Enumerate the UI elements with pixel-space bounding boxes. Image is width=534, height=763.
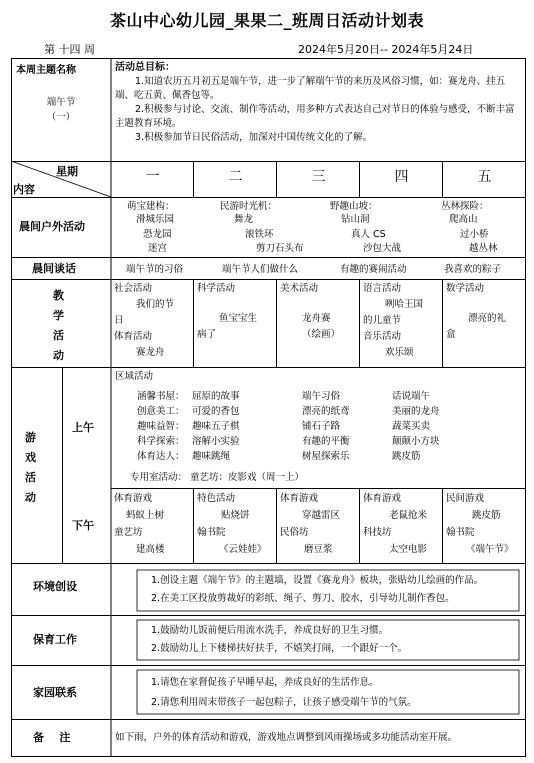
home-item: 2.请您利用周末带孩子一起包粽子，让孩子感受端午节的气氛。 (151, 697, 417, 708)
afternoon-label: 下午 (72, 519, 94, 532)
outdoor-item: 滚铁环 (245, 229, 274, 240)
goals-list (115, 75, 521, 145)
goal-item: 2.积极参与讨论、交流、制作等活动，用多种方式表达自己对节日的体验与感受，不断丰富主题教育环境。 (115, 104, 515, 129)
outdoor-item: 舞龙 (234, 214, 254, 225)
content-header: 内容 (13, 183, 35, 196)
special-room-activity: 专用室活动： 童艺坊：皮影戏（周一上） (130, 472, 305, 483)
outdoor-item: 真人 CS (351, 229, 386, 240)
area-row: 涵馨书屋： 屈原的故事 端午习俗 话说端午 (137, 391, 431, 402)
area-row: 体育达人： 趣味跳绳 树屋探索乐 跳皮筋 (137, 451, 421, 462)
page-title: 茶山中心幼儿园_果果二_班周日活动计划表 (109, 11, 424, 30)
outdoor-group-title: 丛林探险： (441, 201, 489, 212)
pm-cell-thu: 体育游戏 老鼠抢米 科技坊 太空电影 (363, 493, 428, 555)
outdoor-item: 过小桥 (460, 229, 489, 240)
outdoor-item: 剪刀石头布 (256, 243, 304, 254)
game-label: 游 戏 活 动 (25, 431, 36, 504)
day-header-wed: 三 (311, 169, 326, 185)
talk-item: 我喜欢的粽子 (444, 264, 502, 275)
teaching-cell-tue: 科学活动 鱼宝宝生 病了 (197, 283, 258, 340)
theme-number: （一） (46, 112, 76, 123)
home-list (151, 673, 417, 713)
morning-label: 上午 (72, 421, 94, 434)
teaching-cell-thu: 语言活动 咧哈王国 的儿童节 音乐活动 欢乐颂 (363, 283, 424, 358)
outdoor-item: 沙包大战 (363, 243, 402, 254)
remark-label: 备 注 (33, 731, 71, 744)
area-row: 创意美工： 可爱的香包 漂亮的纸鸢 美丽的龙舟 (137, 406, 440, 417)
env-label: 环境创设 (33, 580, 77, 593)
outdoor-item: 恐龙园 (143, 229, 172, 240)
teaching-cell-wed: 美术活动 龙舟赛 （绘画） (280, 283, 341, 340)
care-item: 1.鼓励幼儿饭前便后用流水洗手，养成良好的卫生习惯。 (151, 625, 389, 636)
pm-cell-fri: 民间游戏 跳皮筋 翰书院 《端午节》 (446, 493, 514, 555)
pm-cell-mon: 体育游戏 蚂蚁上树 童艺坊 建高楼 (114, 493, 165, 555)
teaching-cell-fri: 数学活动 漂亮的礼 盒 (446, 283, 507, 340)
theme-label: 本周主题名称 (16, 65, 76, 76)
outdoor-group-title: 萌宝建构： (127, 201, 175, 212)
talk-item: 有趣的赛闹活动 (340, 264, 407, 275)
teaching-label: 教 学 活 动 (53, 289, 64, 362)
outdoor-group-title: 民游时光机： (220, 201, 278, 212)
weekday-header: 星期 (56, 165, 78, 178)
care-label: 保育工作 (33, 633, 77, 646)
care-item: 2.鼓励幼儿上下楼梯扶好扶手，不嬉笑打闹，一个跟好一个。 (151, 643, 408, 654)
env-item: 2.在美工区投放剪裁好的彩纸、绳子、剪刀、胶水，引导幼儿制作香包。 (151, 593, 455, 604)
outdoor-item: 迷宫 (148, 243, 168, 254)
outdoor-item: 滑城乐园 (136, 214, 175, 225)
week-number: 第 十四 周 (44, 43, 95, 56)
talk-label: 晨间谈话 (32, 262, 76, 275)
area-row: 科学探索： 溶解小实验 有趣的平衡 颠颠小方块 (137, 436, 440, 447)
outdoor-item: 爬高山 (449, 214, 478, 225)
goal-item: 3.积极参加节日民俗活动，加深对中国传统文化的了解。 (135, 132, 373, 143)
outdoor-item: 钻山洞 (341, 214, 370, 225)
theme-name: 端午节 (46, 97, 76, 108)
day-header-thu: 四 (394, 169, 409, 185)
talk-item: 端午节人们做什么 (222, 264, 299, 275)
remark-text: 如下雨，户外的体育活动和游戏，游戏地点调整到风雨操场或多功能活动室开展。 (115, 732, 458, 743)
talk-item: 端午节的习俗 (126, 264, 184, 275)
goal-item: 1.知道农历五月初五是端午节，进一步了解端午节的来历及风俗习惯，如：赛龙舟、挂五端、吃五黄、佩香包等。 (115, 76, 506, 101)
env-item: 1.创设主题《端午节》的主题墙，设置《赛龙舟》板块，张贴幼儿绘画的作品。 (151, 575, 484, 586)
day-header-fri: 五 (477, 169, 492, 185)
home-label: 家园联系 (33, 686, 77, 699)
pm-cell-tue: 特色活动 贴烧饼 翰书院 《云娃娃》 (197, 493, 267, 555)
date-range: 2024年5月20日-- 2024年5月24日 (298, 43, 474, 56)
home-item: 1.请您在家督促孩子早睡早起，养成良好的生活作息。 (151, 677, 379, 688)
outdoor-group-title: 野趣山坡： (330, 201, 378, 212)
day-header-mon: 一 (145, 169, 160, 185)
env-list (151, 572, 483, 608)
outdoor-label: 晨间户外活动 (19, 220, 85, 233)
outdoor-item: 越丛林 (469, 243, 498, 254)
day-header-tue: 二 (228, 169, 243, 185)
area-activity-table (137, 389, 440, 464)
area-row: 趣味益智： 趣味五子棋 铺石子路 蔬菜买卖 (137, 421, 431, 432)
pm-cell-wed: 体育游戏 穿越雷区 民俗坊 磨豆浆 (280, 493, 341, 555)
goals-label: 活动总目标： (115, 62, 175, 73)
care-list (151, 622, 407, 658)
teaching-cell-mon: 社会活动 我们的节 日 体育活动 赛龙舟 (114, 283, 175, 358)
area-activity-title: 区域活动 (115, 371, 154, 382)
